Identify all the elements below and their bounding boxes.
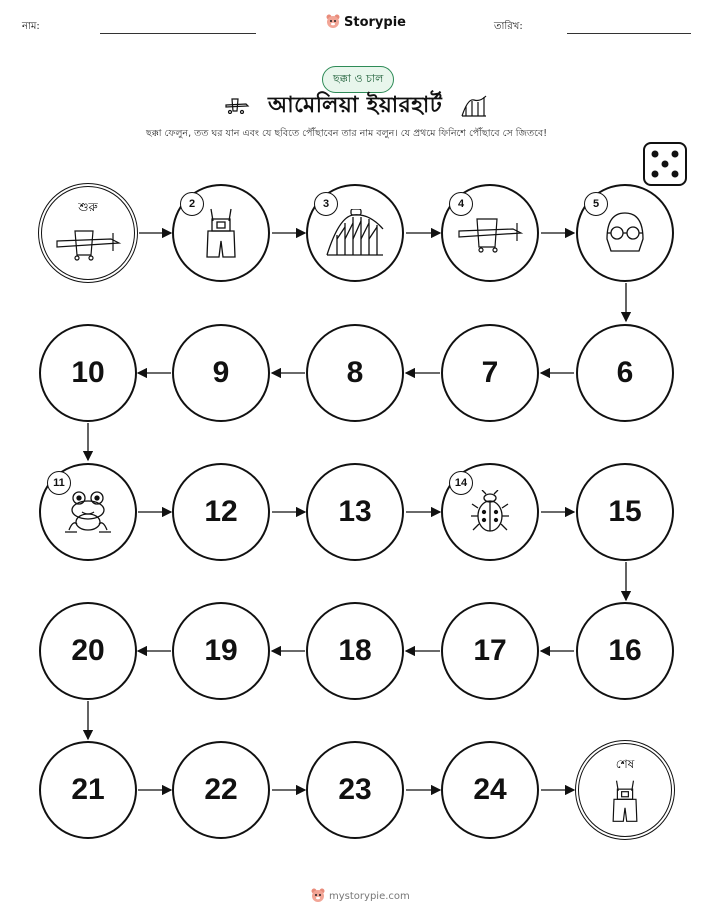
- board-cell-7: [441, 324, 539, 422]
- aviator-helmet-icon: [603, 209, 647, 257]
- cell-number: 23: [338, 773, 372, 806]
- board-cell-4: [441, 184, 539, 282]
- board-cell-13: [306, 463, 404, 561]
- date-label: তারিখ:: [494, 21, 523, 32]
- cell-number: 8: [346, 356, 364, 389]
- instructions: ছক্কা ফেলুন, তত ঘর যান এবং যে ছবিতে পৌঁছাবেন তার নাম বলুন। যে প্রথমে ফিনিশে পৌঁছাবে সে জিতবে!: [146, 128, 548, 139]
- start-label: শুরু: [78, 200, 98, 214]
- footer-site[interactable]: mystorypie.com: [329, 890, 410, 902]
- cell-number: 10: [71, 356, 105, 389]
- cell-number: 18: [338, 634, 372, 667]
- cell-number: 7: [481, 356, 499, 389]
- board-cell-18: [306, 602, 404, 700]
- cell-number: 17: [473, 634, 507, 667]
- bear-icon: [311, 888, 325, 904]
- board-cell-22: [172, 741, 270, 839]
- cell-number-badge: 11: [47, 471, 71, 495]
- cell-number: 6: [616, 356, 634, 389]
- board-cell-19: [172, 602, 270, 700]
- cell-number: 19: [204, 634, 238, 667]
- footer: [311, 888, 410, 904]
- board-cell-16: [576, 602, 674, 700]
- board-cell-23: [306, 741, 404, 839]
- cell-number: 16: [608, 634, 642, 667]
- board-cell-24: [441, 741, 539, 839]
- board-cell-17: [441, 602, 539, 700]
- cell-number: 22: [204, 773, 238, 806]
- board-cell-8: [306, 324, 404, 422]
- board-cell-5: [576, 184, 674, 282]
- cell-number: 21: [71, 773, 105, 806]
- board-cell-end: [575, 740, 675, 840]
- board-cell-15: [576, 463, 674, 561]
- board-cell-9: [172, 324, 270, 422]
- cell-number: 13: [338, 495, 372, 528]
- board-cell-2: [172, 184, 270, 282]
- board-cell-3: [306, 184, 404, 282]
- end-label: শেষ: [615, 757, 635, 771]
- roller-coaster-icon: [325, 209, 385, 257]
- airplane-icon: [455, 213, 525, 253]
- board-cell-21: [39, 741, 137, 839]
- board-cell-6: [576, 324, 674, 422]
- cell-number-badge: 14: [449, 471, 473, 495]
- cell-number: 12: [204, 495, 238, 528]
- cell-number: 24: [473, 773, 507, 806]
- beetle-icon: [470, 490, 510, 534]
- board-cell-start: [38, 183, 138, 283]
- cell-number: 9: [212, 356, 230, 389]
- board-cell-20: [39, 602, 137, 700]
- cell-number-badge: 4: [449, 192, 473, 216]
- game-tag: ছক্কা ও চাল: [322, 66, 394, 93]
- board-cell-14: [441, 463, 539, 561]
- overalls-icon: [203, 207, 239, 259]
- board-cell-12: [172, 463, 270, 561]
- cell-number: 20: [71, 634, 105, 667]
- page-title: আমেলিয়া ইয়ারহার্ট: [268, 93, 443, 118]
- cell-number-badge: 3: [314, 192, 338, 216]
- cell-number: 15: [608, 495, 642, 528]
- cell-number-badge: 5: [584, 192, 608, 216]
- board-cell-10: [39, 324, 137, 422]
- frog-icon: [63, 490, 113, 534]
- overalls-icon: [609, 779, 641, 823]
- name-label: নাম:: [22, 21, 40, 32]
- airplane-icon: [53, 225, 123, 261]
- board-cell-11: [39, 463, 137, 561]
- cell-number-badge: 2: [180, 192, 204, 216]
- brand-name: Storypie: [344, 14, 406, 30]
